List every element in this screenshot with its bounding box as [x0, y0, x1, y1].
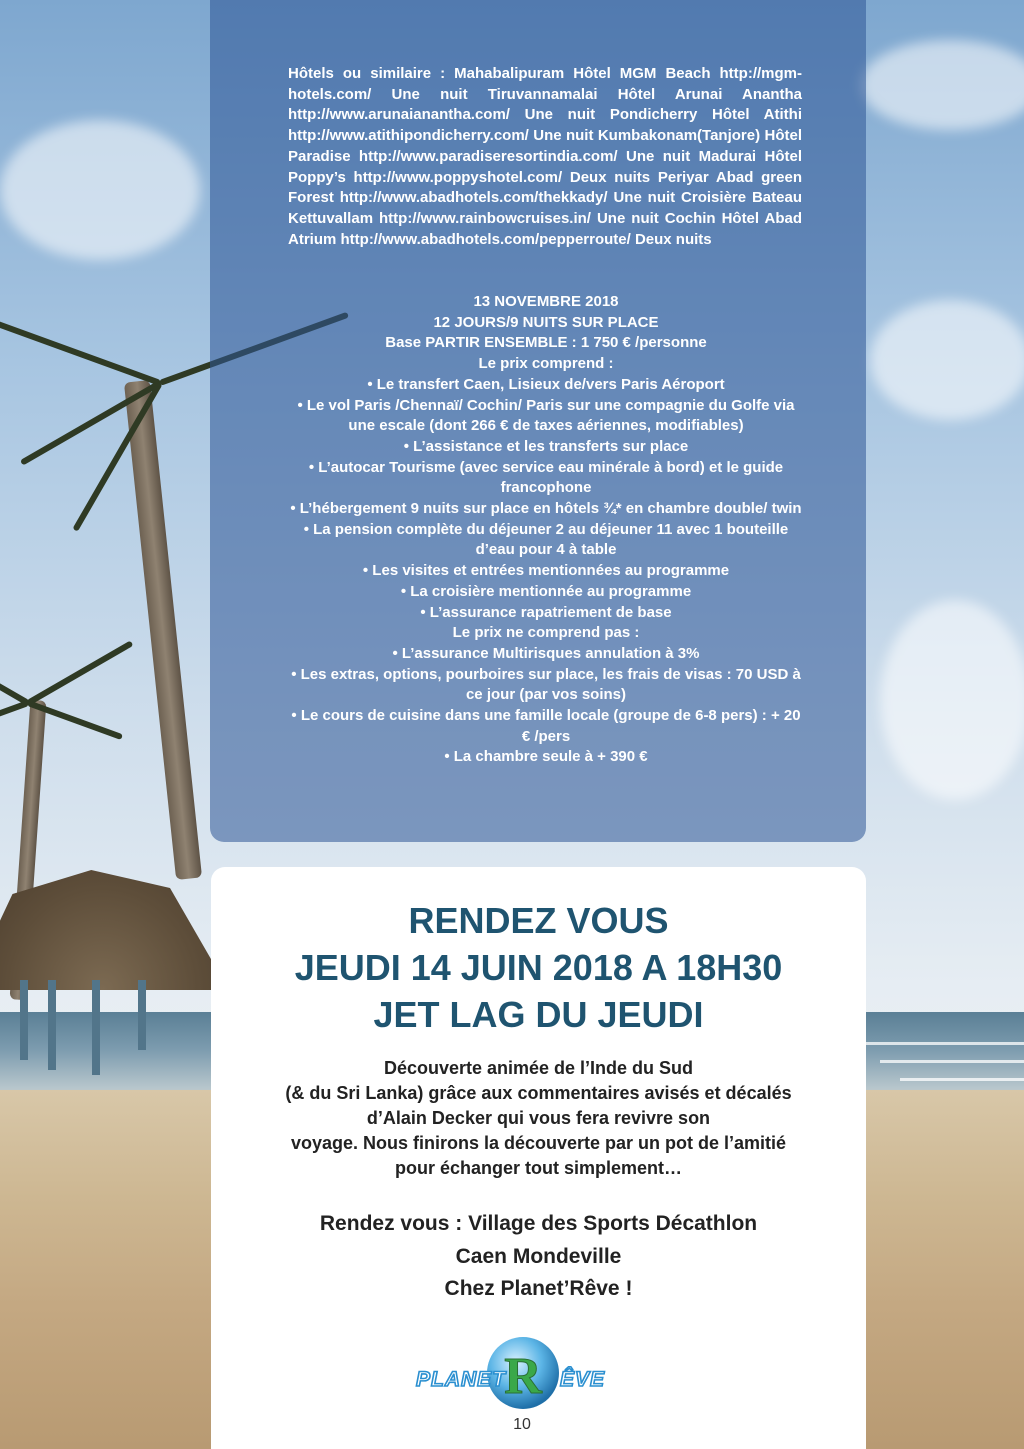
- event-title-line: RENDEZ VOUS: [408, 900, 669, 941]
- page-number: 10: [513, 1416, 531, 1433]
- includes-item: • L’assurance rapatriement de base: [420, 603, 672, 621]
- event-title-line: JET LAG DU JEUDI: [373, 994, 704, 1035]
- venue-line: Chez Planet’Rêve !: [444, 1277, 633, 1300]
- event-desc-line: Découverte animée de l’Inde du Sud: [383, 1058, 694, 1078]
- event-title: [211, 897, 866, 1038]
- trip-duration: 12 JOURS/9 NUITS SUR PLACE: [433, 313, 659, 331]
- venue-line: Caen Mondeville: [455, 1244, 622, 1268]
- excludes-item: • Les extras, options, pourboires sur place, les frais de visas : 70 USD à ce jour (par vos soins): [291, 665, 801, 704]
- includes-item: • Les visites et entrées mentionnées au programme: [362, 562, 730, 580]
- logo-word2: ÊVE: [560, 1368, 606, 1391]
- beach-hut-roof: [0, 870, 215, 990]
- excludes-item: • L’assurance Multirisques annulation à 3%: [392, 644, 700, 662]
- excludes-item: • Le cours de cuisine dans une famille locale (groupe de 6-8 pers) : + 20 € /pers: [291, 707, 801, 745]
- trip-date: 13 NOVEMBRE 2018: [473, 293, 619, 310]
- event-description: [240, 1056, 837, 1181]
- venue-line: Rendez vous : Village des Sports Décathlon: [319, 1212, 758, 1235]
- logo-letter: R: [504, 1348, 542, 1405]
- event-venue: [240, 1208, 837, 1306]
- event-title-line: JEUDI 14 JUIN 2018 A 18H30: [294, 947, 783, 988]
- excludes-item: • La chambre seule à + 390 €: [444, 748, 648, 766]
- includes-item: • Le transfert Caen, Lisieux de/vers Paris Aéroport: [367, 375, 725, 393]
- event-desc-line: (& du Sri Lanka) grâce aux commentaires avisés et décalés: [285, 1083, 792, 1103]
- excludes-heading: Le prix ne comprend pas :: [452, 624, 640, 642]
- planet-reve-logo: [412, 1335, 634, 1415]
- includes-item: • Le vol Paris /Chennaï/ Cochin/ Paris sur une compagnie du Golfe via une escale (dont 266 € de taxes aériennes, modifiables): [297, 396, 795, 435]
- trip-details: [290, 292, 802, 768]
- event-desc-line: voyage. Nous finirons la découverte par un pot de l’amitié: [290, 1133, 787, 1153]
- planet-reve-logo-graphic: [412, 1335, 634, 1415]
- event-desc-line: d’Alain Decker qui vous fera revivre son: [366, 1108, 711, 1128]
- includes-item: • La pension complète du déjeuner 2 au déjeuner 11 avec 1 bouteille d’eau pour 4 à table: [303, 520, 789, 559]
- trip-price: Base PARTIR ENSEMBLE : 1 750 € /personne: [385, 334, 707, 352]
- includes-item: • L’hébergement 9 nuits sur place en hôtels ¾* en chambre double/ twin: [290, 500, 802, 518]
- event-desc-line: pour échanger tout simplement…: [394, 1158, 683, 1178]
- includes-item: • La croisière mentionnée au programme: [400, 582, 692, 600]
- hotels-paragraph: Hôtels ou similaire : Mahabalipuram Hôtel MGM Beach http://mgm-hotels.com/ Une nuit Tiruvannamalai Hôtel Arunai Anantha http://www.arunaianantha.com/ Une nuit Pondicherry Hôtel Atithi http://www.atithipondicherry.com/ Une nuit Kumbakonam(Tanjore) Hôtel Paradise http://www.paradiseresortindia.com/ Une nuit Madurai Hôtel Poppy’s http://www.poppyshotel.com/ Deux nuits Periyar Abad green Forest http://www.abadhotels.com/thekkady/ Une nuit Croisière Bateau Kettuvallam http://www.rainbowcruises.in/ Une nuit Cochin Hôtel Abad Atrium http://www.abadhotels.com/pepperroute/ Deux nuits: [288, 65, 802, 248]
- includes-item: • L’autocar Tourisme (avec service eau minérale à bord) et le guide francophone: [308, 458, 784, 497]
- includes-item: • L’assistance et les transferts sur place: [403, 437, 689, 455]
- includes-heading: Le prix comprend :: [478, 355, 614, 373]
- logo-word1: PLANET: [416, 1368, 506, 1391]
